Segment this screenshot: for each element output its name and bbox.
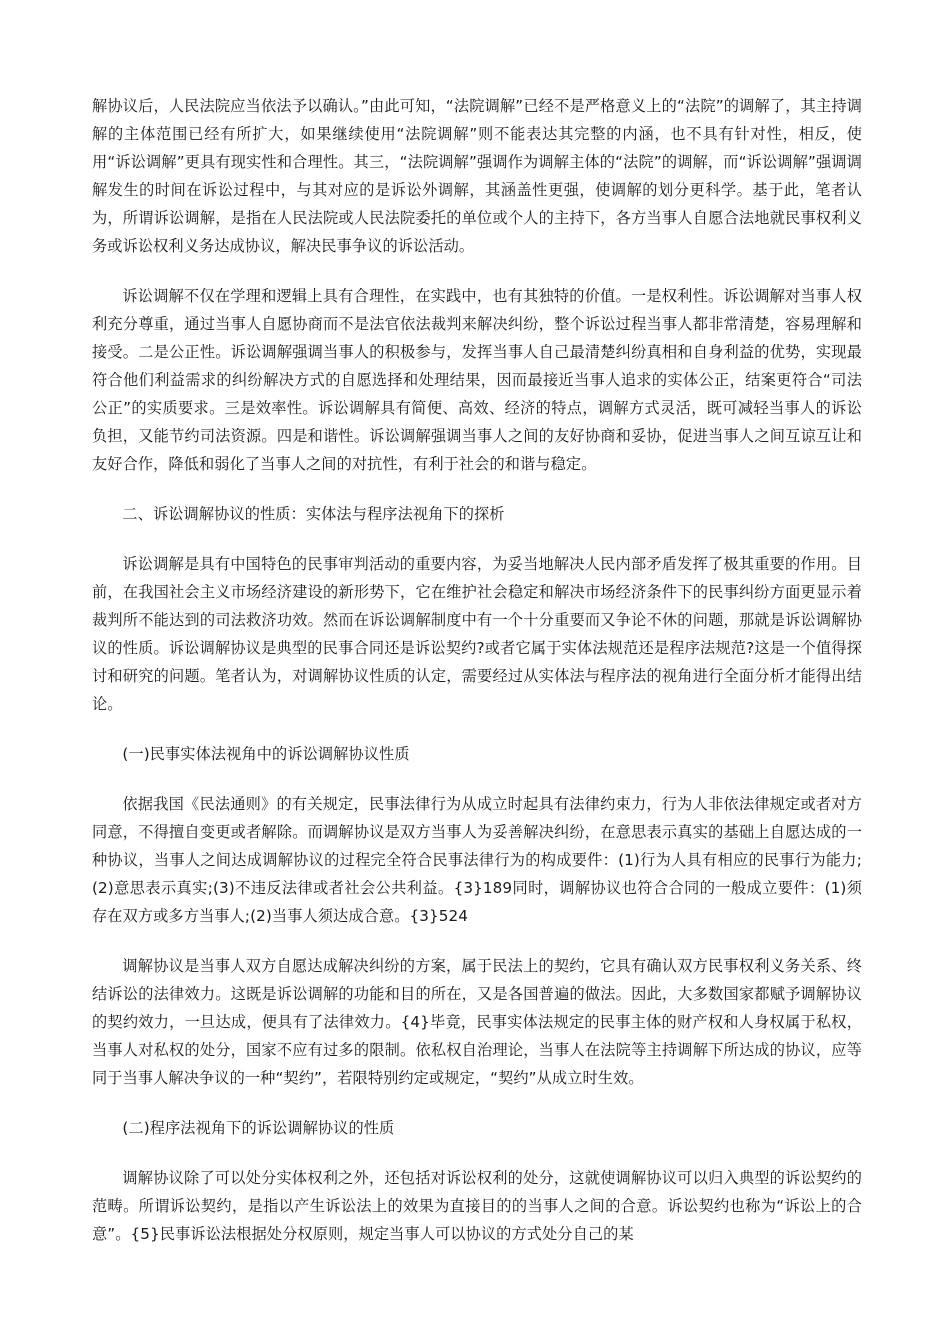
paragraph-contract-effect: 调解协议是当事人双方自愿达成解决纠纷的方案，属于民法上的契约，它具有确认双方民事权利义务关系、终结诉讼的法律效力。这既是诉讼调解的功能和目的所在，又是各国普遍的做法。因此，大多数国家都赋予调解协议的契约效力，一旦达成，便具有了法律效力。{4}毕竟，民事实体法规定的民事主体的财产权和人身权属于私权，当事人对私权的处分，国家不应有过多的限制。依私权自治理论，当事人在法院等主持调解下所达成的协议，应等同于当事人解决争议的一种“契约”，若限特别约定或规定，“契约”从成立时生效。 [92, 957, 862, 1087]
paragraph-procedural-contract: 调解协议除了可以处分实体权利之外，还包括对诉讼权利的处分，这就使调解协议可以归入典型的诉讼契约的范畴。所谓诉讼契约，是指以产生诉讼法上的效果为直接目的的当事人之间的合意。诉讼契约也称为“诉讼上的合意”。{5}民事诉讼法根据处分权原则，规定当事人可以协议的方式处分自己的某 [92, 1169, 862, 1243]
document-page [92, 92, 862, 1270]
paragraph-civil-law-basis: 依据我国《民法通则》的有关规定，民事法律行为从成立时起具有法律约束力，行为人非依法律规定或者对方同意，不得擅自变更或者解除。而调解协议是双方当事人为妥善解决纠纷，在意思表示真实的基础上自愿达成的一种协议，当事人之间达成调解协议的过程完全符合民事法律行为的构成要件：(1)行为人具有相应的民事行为能力;(2)意思表示真实;(3)不违反法律或者社会公共利益。{3}189同时，调解协议也符合合同的一般成立要件：(1)须存在双方或多方当事人;(2)当事人须达成合意。{3}524 [92, 795, 862, 925]
paragraph-nature-intro: 诉讼调解是具有中国特色的民事审判活动的重要内容，为妥当地解决人民内部矛盾发挥了极其重要的作用。目前，在我国社会主义市场经济建设的新形势下，它在维护社会稳定和解决市场经济条件下的民事纠纷方面更显示着裁判所不能达到的司法救济功效。然而在诉讼调解制度中有一个十分重要而又争论不休的问题，那就是诉讼调解协议的性质。诉讼调解协议是典型的民事合同还是诉讼契约?或者它属于实体法规范还是程序法规范?这是一个值得探讨和研究的问题。笔者认为，对调解协议性质的认定，需要经过从实体法与程序法的视角进行全面分析才能得出结论。 [92, 555, 862, 713]
subsection-heading-1: (一)民事实体法视角中的诉讼调解协议性质 [122, 745, 410, 763]
subsection-heading-2: (二)程序法视角下的诉讼调解协议的性质 [122, 1119, 395, 1137]
section-heading-2: 二、诉讼调解协议的性质：实体法与程序法视角下的探析 [122, 505, 505, 523]
paragraph-continuation: 解协议后，人民法院应当依法予以确认。”由此可知，“法院调解”已经不是严格意义上的“法院”的调解了，其主持调解的主体范围已经有所扩大，如果继续使用“法院调解”则不能表达其完整的内涵，也不具有针对性，相反，使用“诉讼调解”更具有现实性和合理性。其三，“法院调解”强调作为调解主体的“法院”的调解，而“诉讼调解”强调调解发生的时间在诉讼过程中，与其对应的是诉讼外调解，其涵盖性更强，使调解的划分更科学。基于此，笔者认为，所谓诉讼调解，是指在人民法院或人民法院委托的单位或个人的主持下，各方当事人自愿合法地就民事权利义务或诉讼权利义务达成协议，解决民事争议的诉讼活动。 [92, 97, 862, 255]
paragraph-value-of-litigation-mediation: 诉讼调解不仅在学理和逻辑上具有合理性，在实践中，也有其独特的价值。一是权利性。诉讼调解对当事人权利充分尊重，通过当事人自愿协商而不是法官依法裁判来解决纠纷，整个诉讼过程当事人都非常清楚，容易理解和接受。二是公正性。诉讼调解强调当事人的积极参与，发挥当事人自己最清楚纠纷真相和自身利益的优势，实现最符合他们利益需求的纠纷解决方式的自愿选择和处理结果，因而最接近当事人追求的实体公正，结案更符合“司法公正”的实质要求。三是效率性。诉讼调解具有简便、高效、经济的特点，调解方式灵活，既可减轻当事人的诉讼负担，又能节约司法资源。四是和谐性。诉讼调解强调当事人之间的友好协商和妥协，促进当事人之间互谅互让和友好合作，降低和弱化了当事人之间的对抗性，有利于社会的和谐与稳定。 [92, 287, 862, 473]
